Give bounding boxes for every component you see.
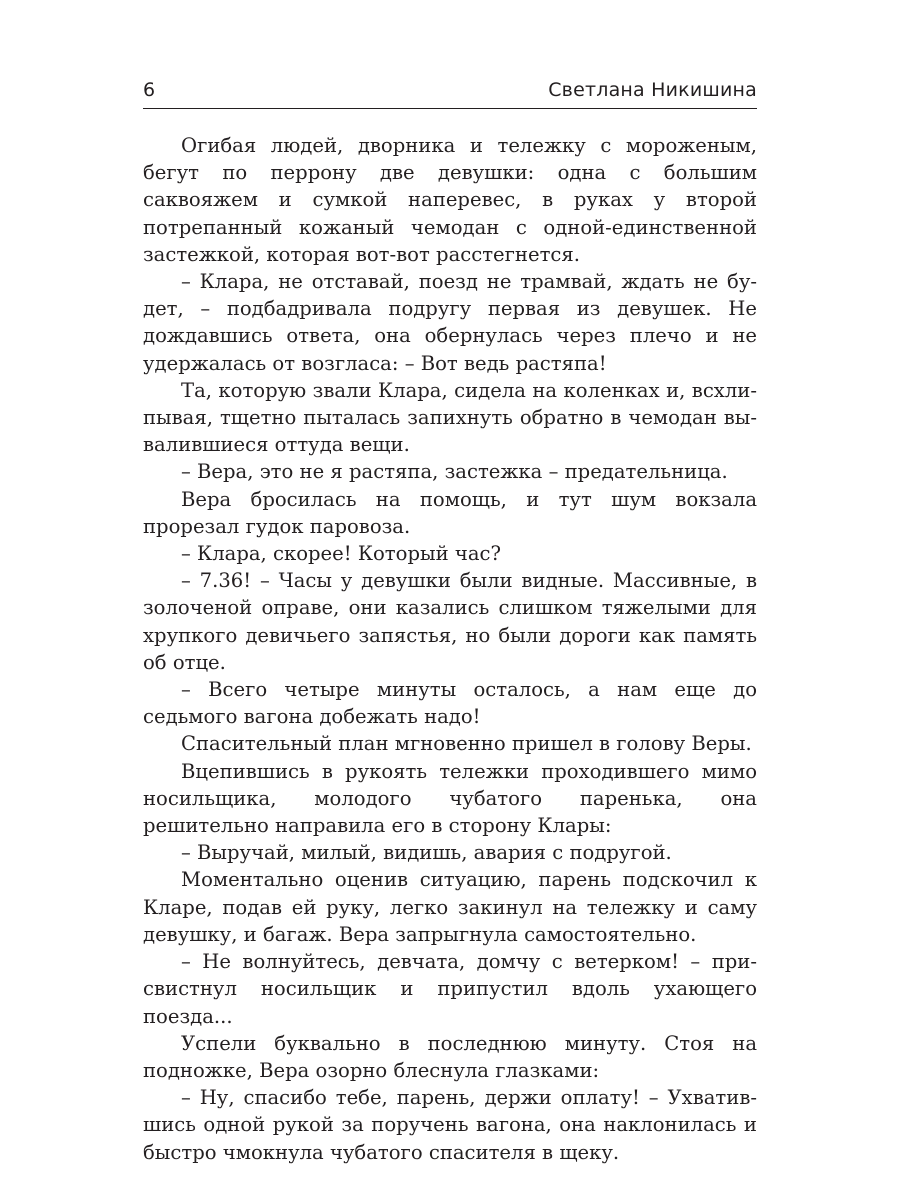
running-header (143, 72, 757, 109)
page-number: 6 (143, 79, 156, 101)
paragraph: Та, которую звали Клара, сидела на коленках и, всхлипывая, тщетно пыталась запихнуть обратно в чемодан вывалившиеся оттуда вещи. (143, 378, 757, 457)
paragraph: Моментально оценив ситуацию, парень подскочил к Кларе, подав ей руку, легко закинул на тележку и саму девушку, и багаж. Вера запрыгнула самостоятельно. (143, 868, 757, 946)
paragraph: Вера бросилась на помощь, и тут шум вокзала прорезал гудок паровоза. (143, 487, 757, 538)
paragraph: Спасительный план мгновенно пришел в голову Веры. (181, 732, 752, 756)
paragraph: Успели буквально в последнюю минуту. Стоя на подножке, Вера озорно блеснула глазками: (143, 1031, 757, 1082)
paragraph: – Всего четыре минуты осталось, а нам еще до седьмого вагона добежать надо! (143, 678, 757, 729)
body-text (143, 132, 757, 1166)
paragraph: Вцепившись в рукоять тележки проходившего мимо носильщика, молодого чубатого паренька, она решительно направила его в сторону Клары: (143, 759, 757, 838)
paragraph: – Клара, не отставай, поезд не трамвай, ждать не будет, – подбадривала подругу первая из девушек. Не дождавшись ответа, она обернулась через плечо и не удержалась от возгласа: – Вот ведь растяпа! (143, 270, 757, 375)
paragraph: – Ну, спасибо тебе, парень, держи оплату! – Ухватившись одной рукой за поручень вагона, она наклонилась и быстро чмокнула чубатого спасителя в щеку. (143, 1086, 757, 1164)
paragraph: – 7.36! – Часы у девушки были видные. Массивные, в золоченой оправе, они казались слишком тяжелыми для хрупкого девичьего запястья, но были дороги как память об отце. (143, 569, 757, 674)
author-name: Светлана Никишина (548, 79, 757, 101)
paragraph: – Вера, это не я растяпа, застежка – предательница. (181, 460, 728, 484)
paragraph: – Не волнуйтесь, девчата, домчу с ветерком! – присвистнул носильщик и припустил вдоль ухающего поезда... (143, 950, 757, 1028)
paragraph: – Клара, скорее! Который час? (181, 542, 501, 566)
paragraph: Огибая людей, дворника и тележку с мороженым, бегут по перрону две девушки: одна с большим саквояжем и сумкой наперевес, в руках у второй потрепанный кожаный чемодан с одной-единственной застежкой, которая вот-вот расстегнется. (143, 134, 757, 266)
paragraph: – Выручай, милый, видишь, авария с подругой. (181, 841, 672, 865)
